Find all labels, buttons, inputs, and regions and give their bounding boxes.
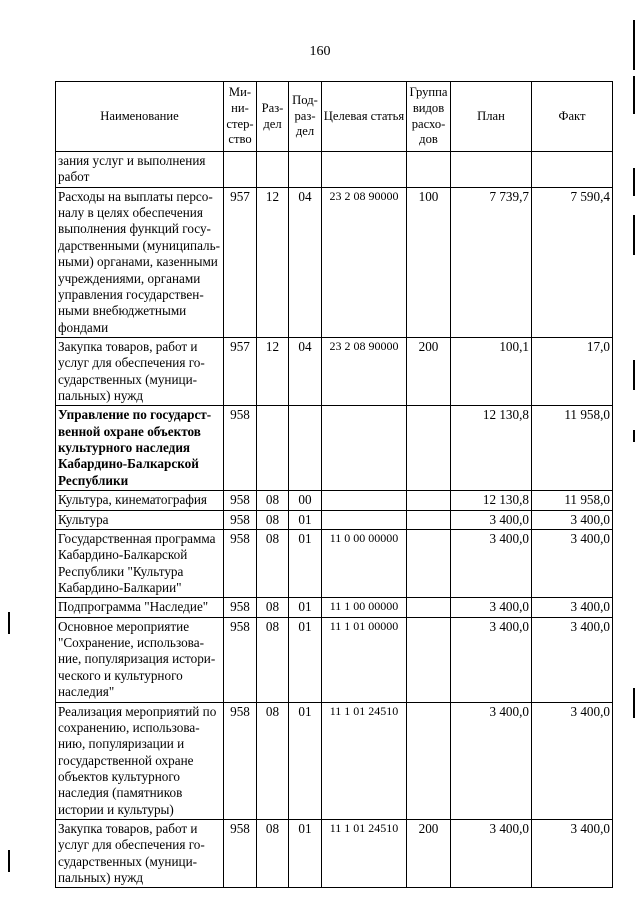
cell-name: Основное мероприятие "Сохранение, использова-ние, популяризация истори-ческого и культурного наследия": [56, 617, 224, 702]
cell-target: 23 2 08 90000: [322, 187, 407, 337]
cell-name: Подпрограмма "Наследие": [56, 598, 224, 617]
cell-name: Закупка товаров, работ и услуг для обеспечения го-сударственных (муници-пальных) нужд: [56, 337, 224, 405]
cell-name: Расходы на выплаты персо-налу в целях обеспечения выполнения функций госу-дарственными (муниципаль-ными) органами, казенными учреждениями, органами управления государствен-ными внебюджетными фондами: [56, 187, 224, 337]
cell-ministry: 957: [224, 337, 257, 405]
cell-subsection: 04: [289, 337, 322, 405]
cell-target: [322, 510, 407, 529]
cell-name: Культура: [56, 510, 224, 529]
cell-plan: 3 400,0: [451, 529, 532, 597]
header-expense-group: Группа видов расхо-дов: [407, 82, 451, 152]
cell-section: 08: [257, 820, 289, 888]
scan-edge-mark: [633, 215, 635, 255]
cell-ministry: 958: [224, 491, 257, 510]
cell-subsection: 01: [289, 529, 322, 597]
cell-name: Реализация мероприятий по сохранению, использова-нию, популяризации и государственной охране объектов культурного наследия (памятников истории и культуры): [56, 702, 224, 820]
cell-plan: 3 400,0: [451, 598, 532, 617]
cell-target: [322, 491, 407, 510]
cell-fact: 3 400,0: [532, 820, 613, 888]
cell-fact: 3 400,0: [532, 598, 613, 617]
cell-ministry: 958: [224, 598, 257, 617]
table-row: [56, 337, 613, 405]
cell-ministry: [224, 152, 257, 188]
cell-fact: 3 400,0: [532, 702, 613, 820]
cell-name: Закупка товаров, работ и услуг для обеспечения го-сударственных (муници-пальных) нужд: [56, 820, 224, 888]
cell-subsection: 01: [289, 598, 322, 617]
cell-ministry: 958: [224, 406, 257, 491]
scan-edge-mark: [633, 430, 635, 442]
cell-section: 08: [257, 702, 289, 820]
cell-target: [322, 152, 407, 188]
cell-plan: 3 400,0: [451, 820, 532, 888]
cell-ministry: 958: [224, 702, 257, 820]
table-row: [56, 617, 613, 702]
cell-fact: 3 400,0: [532, 529, 613, 597]
cell-target: 11 1 00 00000: [322, 598, 407, 617]
cell-ministry: 958: [224, 820, 257, 888]
scan-edge-mark: [633, 688, 635, 718]
table-row: [56, 529, 613, 597]
cell-target: 11 1 01 24510: [322, 702, 407, 820]
cell-section: 08: [257, 491, 289, 510]
cell-expense-group: 100: [407, 187, 451, 337]
cell-expense-group: [407, 617, 451, 702]
cell-plan: 100,1: [451, 337, 532, 405]
cell-expense-group: 200: [407, 337, 451, 405]
cell-target: [322, 406, 407, 491]
table-row: [56, 510, 613, 529]
table-row: [56, 491, 613, 510]
cell-fact: [532, 152, 613, 188]
header-target: Целевая статья: [322, 82, 407, 152]
cell-section: 08: [257, 617, 289, 702]
cell-subsection: 04: [289, 187, 322, 337]
cell-fact: 3 400,0: [532, 510, 613, 529]
cell-ministry: 957: [224, 187, 257, 337]
budget-table: [55, 81, 613, 888]
page-number: 160: [309, 44, 331, 59]
scan-edge-mark: [633, 168, 635, 196]
cell-subsection: 01: [289, 617, 322, 702]
cell-plan: 3 400,0: [451, 702, 532, 820]
scan-edge-mark: [633, 360, 635, 390]
table-row: [56, 187, 613, 337]
table-row: [56, 406, 613, 491]
cell-expense-group: [407, 152, 451, 188]
cell-expense-group: [407, 510, 451, 529]
header-ministry: Ми-ни-стер-ство: [224, 82, 257, 152]
scan-edge-mark: [633, 20, 635, 70]
cell-name: Управление по государст-венной охране объектов культурного наследия Кабардино-Балкарской Республики: [56, 406, 224, 491]
cell-target: 11 1 01 24510: [322, 820, 407, 888]
cell-plan: 12 130,8: [451, 491, 532, 510]
cell-fact: 11 958,0: [532, 491, 613, 510]
header-section: Раз-дел: [257, 82, 289, 152]
cell-subsection: 00: [289, 491, 322, 510]
cell-section: [257, 152, 289, 188]
cell-expense-group: [407, 491, 451, 510]
cell-subsection: 01: [289, 510, 322, 529]
scan-edge-mark: [8, 612, 10, 634]
cell-fact: 17,0: [532, 337, 613, 405]
cell-section: [257, 406, 289, 491]
cell-target: 11 1 01 00000: [322, 617, 407, 702]
cell-section: 12: [257, 187, 289, 337]
cell-section: 12: [257, 337, 289, 405]
cell-ministry: 958: [224, 510, 257, 529]
cell-expense-group: 200: [407, 820, 451, 888]
scan-edge-mark: [633, 76, 635, 114]
cell-expense-group: [407, 529, 451, 597]
cell-expense-group: [407, 702, 451, 820]
cell-plan: 7 739,7: [451, 187, 532, 337]
header-subsection: Под-раз-дел: [289, 82, 322, 152]
cell-plan: [451, 152, 532, 188]
header-fact: Факт: [532, 82, 613, 152]
cell-plan: 3 400,0: [451, 617, 532, 702]
cell-target: 11 0 00 00000: [322, 529, 407, 597]
header-plan: План: [451, 82, 532, 152]
cell-subsection: [289, 406, 322, 491]
cell-subsection: 01: [289, 702, 322, 820]
cell-fact: 7 590,4: [532, 187, 613, 337]
cell-name: зания услуг и выполнения работ: [56, 152, 224, 188]
cell-subsection: [289, 152, 322, 188]
cell-expense-group: [407, 406, 451, 491]
scan-edge-mark: [8, 850, 10, 872]
cell-expense-group: [407, 598, 451, 617]
table-row: [56, 152, 613, 188]
cell-section: 08: [257, 510, 289, 529]
table-row: [56, 702, 613, 820]
cell-section: 08: [257, 529, 289, 597]
cell-section: 08: [257, 598, 289, 617]
cell-name: Государственная программа Кабардино-Балкарской Республики "Культура Кабардино-Балкарии": [56, 529, 224, 597]
table-header-row: [56, 82, 613, 152]
cell-target: 23 2 08 90000: [322, 337, 407, 405]
cell-fact: 11 958,0: [532, 406, 613, 491]
table-row: [56, 820, 613, 888]
header-name: Наименование: [56, 82, 224, 152]
cell-plan: 12 130,8: [451, 406, 532, 491]
cell-ministry: 958: [224, 529, 257, 597]
cell-plan: 3 400,0: [451, 510, 532, 529]
cell-ministry: 958: [224, 617, 257, 702]
cell-name: Культура, кинематография: [56, 491, 224, 510]
cell-fact: 3 400,0: [532, 617, 613, 702]
table-row: [56, 598, 613, 617]
cell-subsection: 01: [289, 820, 322, 888]
